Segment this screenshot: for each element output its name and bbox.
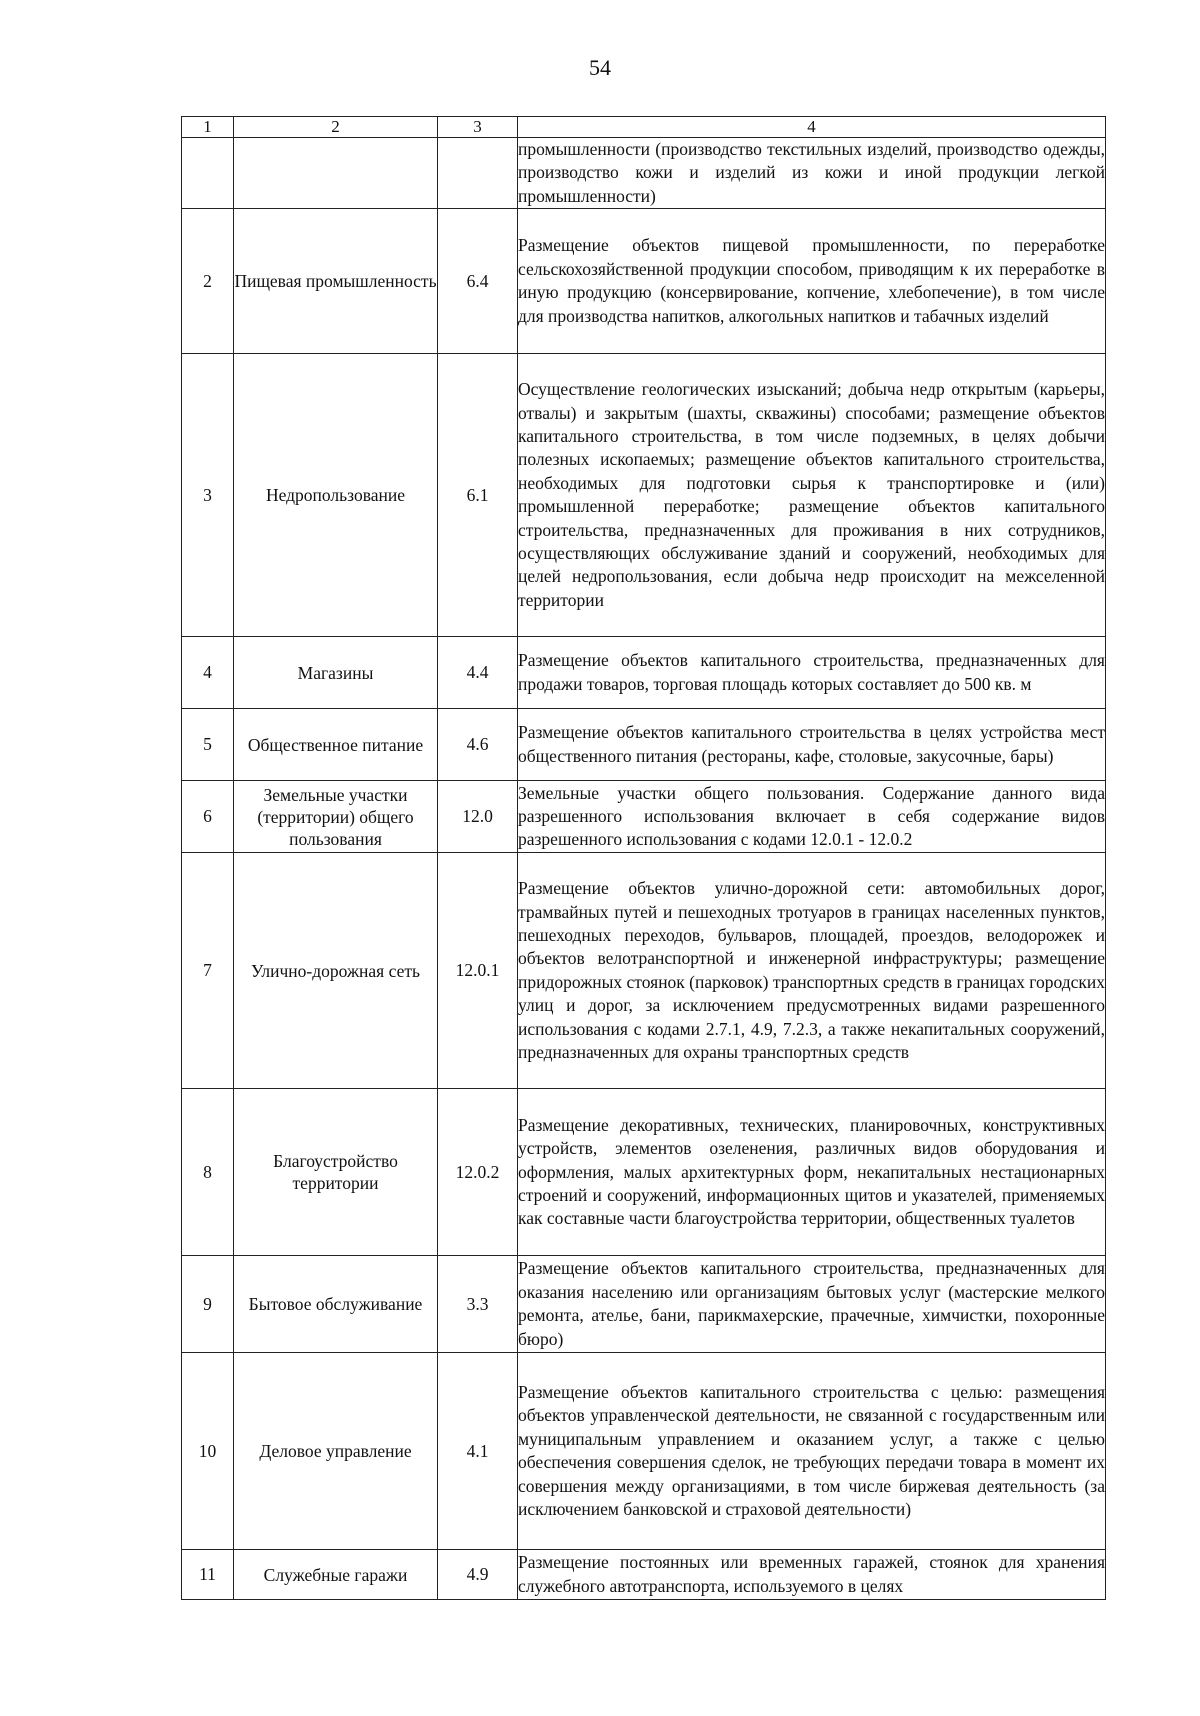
- use-type-description: Размещение декоративных, технических, планировочных, конструктивных устройств, элементов озеленения, различных видов оборудования и оформления, малых архитектурных форм, некапитальных нестационарных строений и сооружений, информационных щитов и указателей, применяемых как составные части благоустройства территории, общественных туалетов: [518, 1089, 1106, 1256]
- row-number: 3: [182, 354, 234, 637]
- table-row: [182, 1353, 1106, 1550]
- column-header: 3: [438, 117, 518, 138]
- use-type-code: 6.4: [438, 209, 518, 354]
- use-type-code: 4.4: [438, 637, 518, 709]
- column-header: 2: [234, 117, 438, 138]
- use-type-code: 3.3: [438, 1256, 518, 1353]
- use-type-description: промышленности (производство текстильных изделий, производство одежды, производство кожи и изделий из кожи и иной продукции легкой промышленности): [518, 138, 1106, 209]
- table-row: [182, 709, 1106, 781]
- use-type-name: Улично-дорожная сеть: [234, 853, 438, 1089]
- use-type-code: 12.0: [438, 781, 518, 853]
- use-type-name: Служебные гаражи: [234, 1550, 438, 1600]
- row-number: 11: [182, 1550, 234, 1600]
- use-type-name: Пищевая промышленность: [234, 209, 438, 354]
- use-type-code: 6.1: [438, 354, 518, 637]
- table-row: [182, 853, 1106, 1089]
- use-type-code: 4.9: [438, 1550, 518, 1600]
- table-row: [182, 209, 1106, 354]
- use-type-name: Магазины: [234, 637, 438, 709]
- use-type-name: Бытовое обслуживание: [234, 1256, 438, 1353]
- row-number: 4: [182, 637, 234, 709]
- use-type-code: 4.1: [438, 1353, 518, 1550]
- row-number: [182, 138, 234, 209]
- use-type-description: Размещение объектов капитального строительства с целью: размещения объектов управленческой деятельности, не связанной с государственным или муниципальным управлением и оказанием услуг, а также с целью обеспечения совершения сделок, не требующих передачи товара в момент их совершения между организациями, в том числе биржевая деятельность (за исключением банковской и страховой деятельности): [518, 1353, 1106, 1550]
- use-type-description: Размещение постоянных или временных гаражей, стоянок для хранения служебного автотранспорта, используемого в целях: [518, 1550, 1106, 1600]
- use-type-description: Размещение объектов капитального строительства, предназначенных для продажи товаров, торговая площадь которых составляет до 500 кв. м: [518, 637, 1106, 709]
- table-row: [182, 781, 1106, 853]
- use-type-code: 12.0.1: [438, 853, 518, 1089]
- use-type-code: 12.0.2: [438, 1089, 518, 1256]
- use-type-code: 4.6: [438, 709, 518, 781]
- use-type-description: Земельные участки общего пользования. Содержание данного вида разрешенного использования включает в себя содержание видов разрешенного использования с кодами 12.0.1 - 12.0.2: [518, 781, 1106, 853]
- row-number: 7: [182, 853, 234, 1089]
- table-row: [182, 1550, 1106, 1600]
- row-number: 5: [182, 709, 234, 781]
- use-type-name: Недропользование: [234, 354, 438, 637]
- row-number: 9: [182, 1256, 234, 1353]
- row-number: 8: [182, 1089, 234, 1256]
- row-number: 6: [182, 781, 234, 853]
- table-row: [182, 138, 1106, 209]
- use-type-code: [438, 138, 518, 209]
- use-type-description: Размещение объектов пищевой промышленности, по переработке сельскохозяйственной продукции способом, приводящим к их переработке в иную продукцию (консервирование, копчение, хлебопечение), в том числе для производства напитков, алкогольных напитков и табачных изделий: [518, 209, 1106, 354]
- use-type-name: Деловое управление: [234, 1353, 438, 1550]
- use-type-name: Благоустройство территории: [234, 1089, 438, 1256]
- use-type-name: [234, 138, 438, 209]
- use-type-name: Земельные участки (территории) общего пользования: [234, 781, 438, 853]
- use-type-description: Размещение объектов капитального строительства в целях устройства мест общественного питания (рестораны, кафе, столовые, закусочные, бары): [518, 709, 1106, 781]
- table-row: [182, 637, 1106, 709]
- table-row: [182, 1256, 1106, 1353]
- use-type-description: Размещение объектов капитального строительства, предназначенных для оказания населению или организациям бытовых услуг (мастерские мелкого ремонта, ателье, бани, парикмахерские, прачечные, химчистки, похоронные бюро): [518, 1256, 1106, 1353]
- row-number: 10: [182, 1353, 234, 1550]
- land-use-table: [181, 116, 1106, 1600]
- page-number: 54: [589, 55, 611, 80]
- use-type-description: Размещение объектов улично-дорожной сети: автомобильных дорог, трамвайных путей и пешеходных тротуаров в границах населенных пунктов, пешеходных переходов, бульваров, площадей, проездов, велодорожек и объектов велотранспортной и инженерной инфраструктуры; размещение придорожных стоянок (парковок) транспортных средств в границах городских улиц и дорог, за исключением предусмотренных видами разрешенного использования с кодами 2.7.1, 4.9, 7.2.3, а также некапитальных сооружений, предназначенных для охраны транспортных средств: [518, 853, 1106, 1089]
- use-type-name: Общественное питание: [234, 709, 438, 781]
- use-type-description: Осуществление геологических изысканий; добыча недр открытым (карьеры, отвалы) и закрытым (шахты, скважины) способами; размещение объектов капитального строительства, в том числе подземных, в целях добычи полезных ископаемых; размещение объектов капитального строительства, необходимых для подготовки сырья к транспортировке и (или) промышленной переработке; размещение объектов капитального строительства, предназначенных для проживания в них сотрудников, осуществляющих обслуживание зданий и сооружений, необходимых для целей недропользования, если добыча недр происходит на межселенной территории: [518, 354, 1106, 637]
- column-header: 4: [518, 117, 1106, 138]
- table-row: [182, 354, 1106, 637]
- table-row: [182, 1089, 1106, 1256]
- row-number: 2: [182, 209, 234, 354]
- table-header-row: [182, 117, 1106, 138]
- column-header: 1: [182, 117, 234, 138]
